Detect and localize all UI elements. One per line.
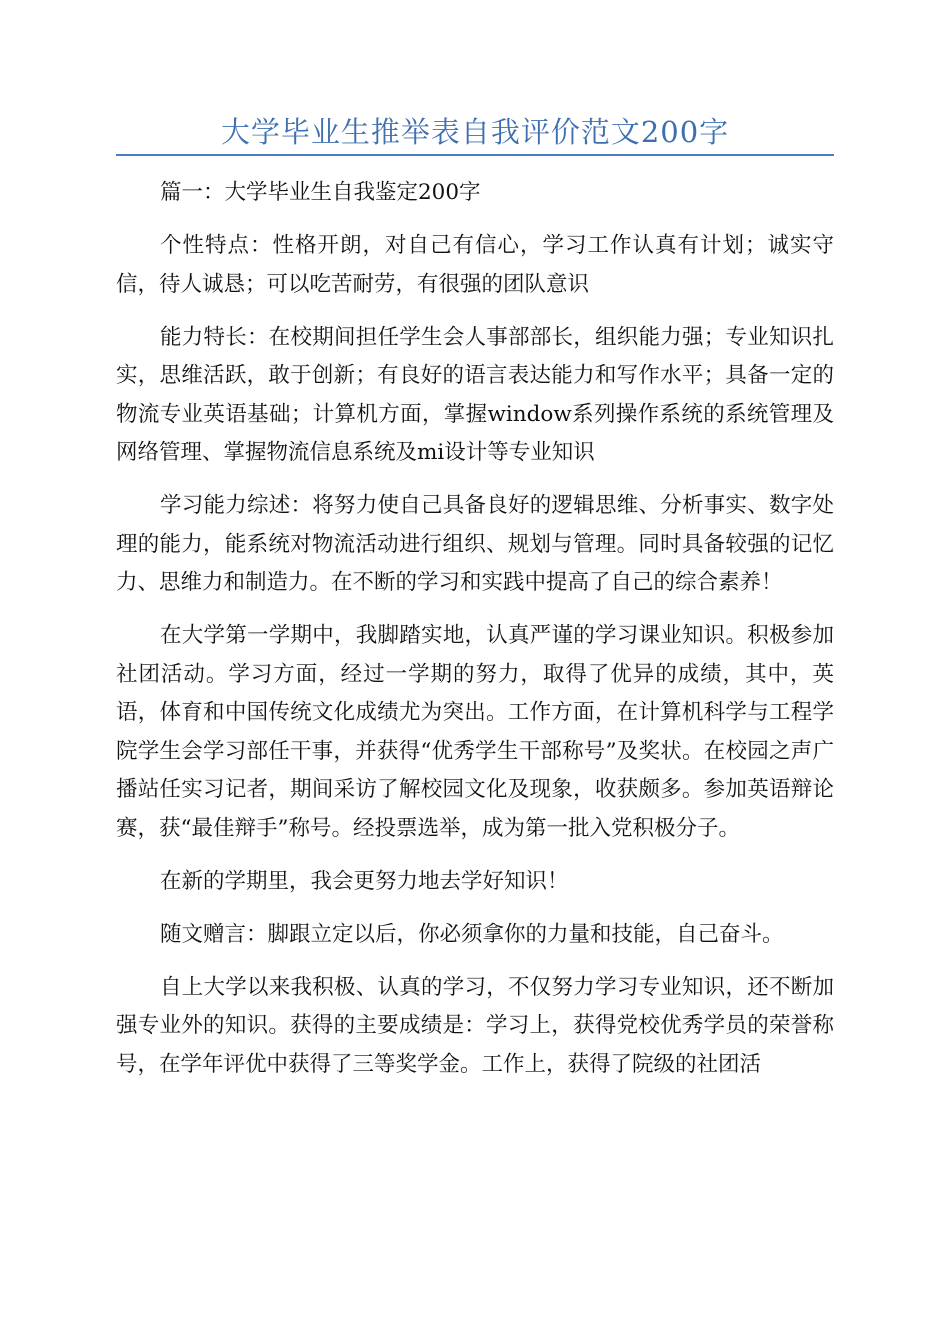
paragraph-achievements: 自上大学以来我积极、认真的学习，不仅努力学习专业知识，还不断加强专业外的知识。获得的主要成绩是：学习上，获得党校优秀学员的荣誉称号，在学年评优中获得了三等奖学金。工作上，获得了院级的社团活 — [116, 974, 834, 1077]
paragraph-quote: 随文赠言：脚跟立定以后，你必须拿你的力量和技能，自己奋斗。 — [160, 921, 784, 947]
paragraph-abilities: 能力特长：在校期间担任学生会人事部部长，组织能力强；专业知识扎实，思维活跃，敢于创新；有良好的语言表达能力和写作水平；具备一定的物流专业英语基础；计算机方面，掌握window系列操作系统的系统管理及网络管理、掌握物流信息系统及mi设计等专业知识 — [116, 324, 834, 465]
paragraph-personality: 个性特点：性格开朗，对自己有信心，学习工作认真有计划；诚实守信，待人诚恳；可以吃苦耐劳，有很强的团队意识 — [116, 233, 834, 297]
paragraph-first-semester: 在大学第一学期中，我脚踏实地，认真严谨的学习课业知识。积极参加社团活动。学习方面，经过一学期的努力，取得了优异的成绩，其中，英语，体育和中国传统文化成绩尤为突出。工作方面，在计算机科学与工程学院学生会学习部任干事，并获得“优秀学生干部称号”及奖状。在校园之声广播站任实习记者，期间采访了解校园文化及现象，收获颇多。参加英语辩论赛，获“最佳辩手”称号。经投票选举，成为第一批入党积极分子。 — [116, 623, 834, 841]
title-underline — [116, 154, 834, 156]
document-body — [116, 174, 834, 1099]
paragraph-section-heading: 篇一：大学毕业生自我鉴定200字 — [160, 180, 481, 205]
document-title: 大学毕业生推举表自我评价范文200字 — [220, 115, 730, 149]
paragraph-learning-ability: 学习能力综述：将努力使自己具备良好的逻辑思维、分析事实、数字处理的能力，能系统对物流活动进行组织、规划与管理。同时具备较强的记忆力、思维力和制造力。在不断的学习和实践中提高了自己的综合素养！ — [116, 493, 834, 595]
paragraph-new-semester: 在新的学期里，我会更努力地去学好知识！ — [160, 868, 569, 894]
